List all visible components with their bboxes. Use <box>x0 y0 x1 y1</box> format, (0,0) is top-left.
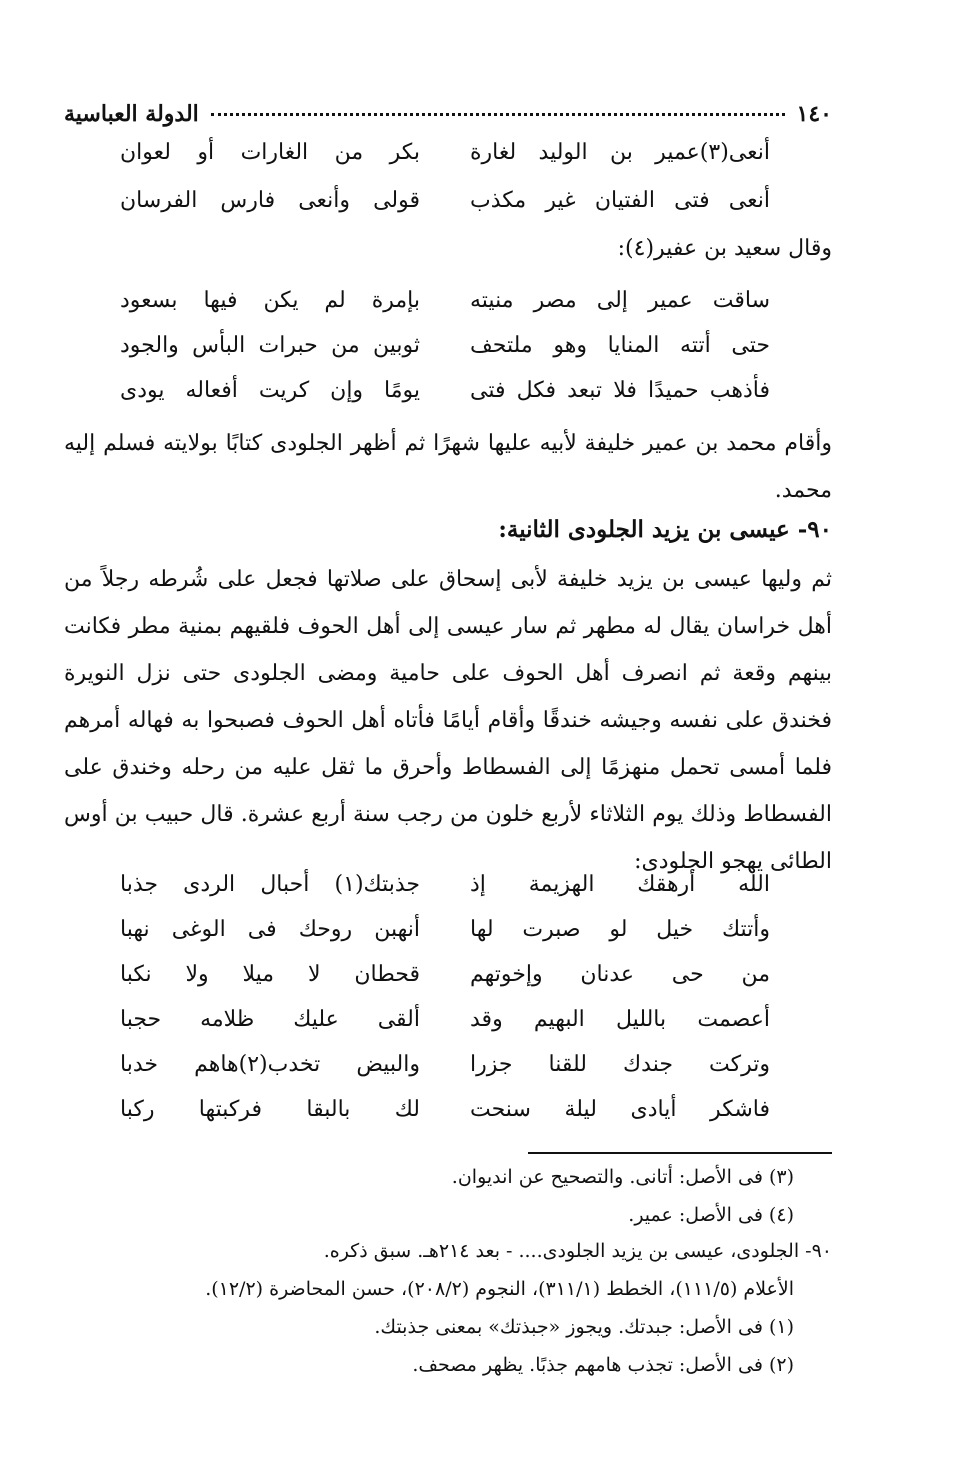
verse-line <box>120 378 770 426</box>
verse-first-hemistich: أنعى فتى الفتيان غير مكذب <box>470 188 770 213</box>
verse-first-hemistich: وأتتك خيل لو صبرت لها <box>470 917 770 942</box>
verse-line <box>120 962 770 1010</box>
footnote: ٩٠- الجلودى، عيسى بن يزيد الجلودى.... - بعد ٢١٤هـ. سبق ذكره. <box>323 1240 832 1262</box>
verse-first-hemistich: وتركت جندك للقنا جزرا <box>470 1052 770 1077</box>
footnote: الأعلام (١١١/٥)، الخطط (٣١١/١)، النجوم (٢٠٨/٢)، حسن المحاضرة (١٢/٢). <box>205 1278 794 1300</box>
footnote: (١) فى الأصل: جبدتك. ويجوز «جبذتك» بمعنى جذبتك. <box>374 1316 794 1338</box>
verse-first-hemistich: فأذهب حميدًا فلا تبعد فكل فتى <box>470 378 770 403</box>
verse-first-hemistich: فاشكر أيادى ليلة سنحت <box>470 1097 770 1122</box>
verse-first-hemistich: أعصمت بالليل البهيم وقد <box>470 1007 770 1032</box>
poem-intro: وقال سعيد بن عفير(٤): <box>617 236 832 261</box>
verse-line <box>120 872 770 920</box>
verse-second-hemistich: بإمرة لم يكن فيها بسعود <box>120 288 420 313</box>
footnote: (٣) فى الأصل: أتانى. والتصحيح عن انديوان. <box>451 1166 794 1188</box>
paragraph: وأقام محمد بن عمير خليفة لأبيه عليها شهرًا ثم أظهر الجلودى كتابًا بولايته فسلم إليه محمد. <box>64 431 832 503</box>
verse-second-hemistich: قحطان لا ميلا ولا نكبا <box>120 962 420 987</box>
page-number: ١٤٠ <box>796 101 832 127</box>
verse-first-hemistich: الله أرهقك الهزيمة إذ <box>470 872 770 897</box>
section-heading: ٩٠- عيسى بن يزيد الجلودى الثانية: <box>498 516 832 543</box>
verse-line <box>120 1097 770 1145</box>
verse-second-hemistich: لك بالبقا فركبتها ركبا <box>120 1097 420 1122</box>
footnote: (٤) فى الأصل: عمير. <box>628 1204 794 1226</box>
footnote-separator <box>528 1152 832 1154</box>
verse-first-hemistich: من حى عدنان وإخوتهم <box>470 962 770 987</box>
verse-line <box>120 288 770 336</box>
paragraph: ثم وليها عيسى بن يزيد خليفة لأبى إسحاق على صلاتها فجعل على شُرطه رجلاً من أهل خراسان يقال له مطهر ثم سار عيسى إلى أهل الحوف فلقيهم بمنية مطر فكانت بينهم وقعة ثم انصرف أهل الحوف على حامية ومضى الجلودى حتى نزل النويرة فخندق على نفسه وجيشه خندقًا وأقام أيامًا فأتاه أهل الحوف فصبحوا به فهاله أمرهم فلما أمسى تحمل منهزمًا إلى الفسطاط وأحرق ما ثقل عليه من رحله وخندق على الفسطاط وذلك يوم الثلاثاء لأربع خلون من رجب سنة أربع عشرة. قال حبيب بن أوس الطائى يهجو الجلودى: <box>64 567 832 874</box>
footnote: (٢) فى الأصل: تجذب هامهم جذبًا. يظهر مصحف. <box>412 1354 794 1376</box>
verse-first-hemistich: أنعى(٣)عمير بن الوليد لغارة <box>470 140 770 165</box>
running-title: الدولة العباسية <box>64 101 199 127</box>
verse-second-hemistich: بكر من الغارات أو لعوان <box>120 140 420 165</box>
header-dot-leader <box>211 113 785 116</box>
running-header <box>64 96 832 132</box>
verse-second-hemistich: قولى وأنعى فارس الفرسان <box>120 188 420 213</box>
verse-line <box>120 188 770 236</box>
verse-line <box>120 917 770 965</box>
verse-second-hemistich: جذبتك(١) أحبال الردى جذبا <box>120 872 420 897</box>
verse-second-hemistich: والبيض تخدب(٢)هاهم خدبا <box>120 1052 420 1077</box>
verse-first-hemistich: ساقت عمير إلى مصر منيته <box>470 288 770 313</box>
verse-line <box>120 333 770 381</box>
verse-first-hemistich: حتى أتته المنايا وهو ملتحف <box>470 333 770 358</box>
verse-second-hemistich: يومًا وإن كريت أفعاله يودى <box>120 378 420 403</box>
verse-second-hemistich: ألقى عليك ظلامه حجبا <box>120 1007 420 1032</box>
verse-line <box>120 1052 770 1100</box>
verse-line <box>120 140 770 188</box>
verse-line <box>120 1007 770 1055</box>
verse-second-hemistich: أنهبن روحك فى الوغى نهبا <box>120 917 420 942</box>
verse-second-hemistich: ثوبين من حبرات البأس والجود <box>120 333 420 358</box>
